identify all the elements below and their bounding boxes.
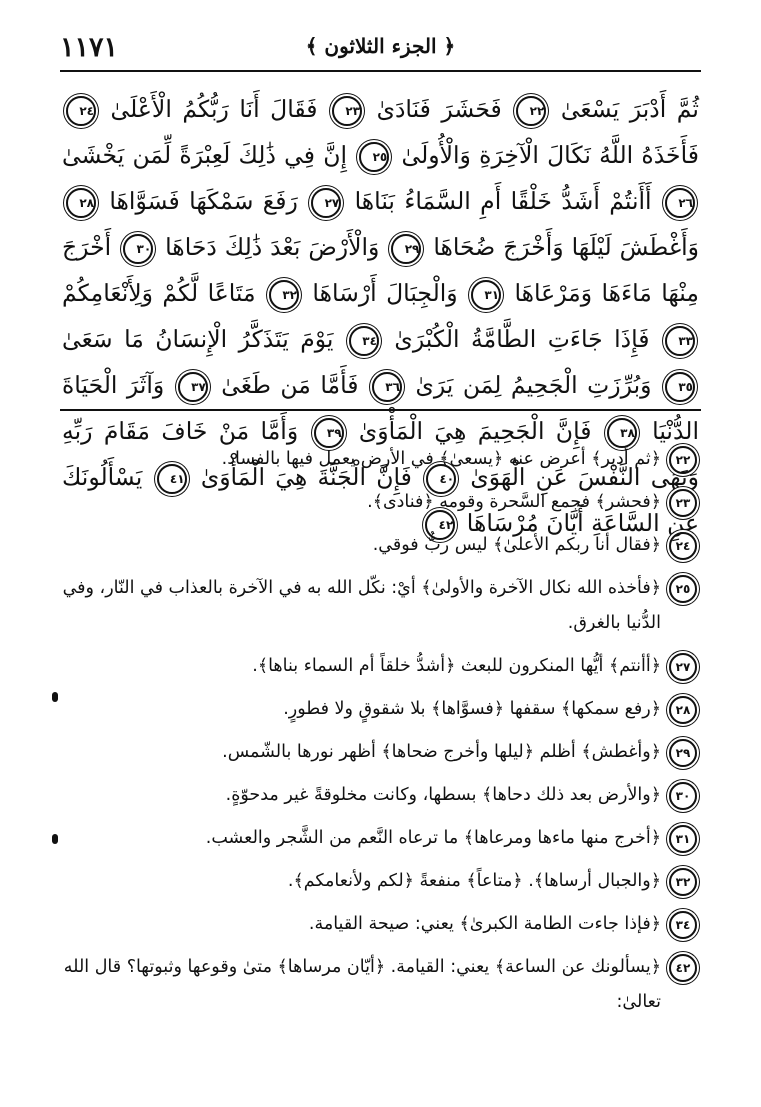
- tafsir-entry: [62, 735, 697, 770]
- verse-number-marker: ٣٩: [314, 418, 344, 448]
- juz-title: ﴿ الجزء الثلاثون ﴾: [305, 34, 456, 58]
- tafsir-entry: [62, 485, 697, 520]
- verse-number-marker: ٣٧: [178, 372, 208, 402]
- verse-number-marker: ٢٢: [516, 96, 546, 126]
- tafsir-entry: [62, 907, 697, 942]
- tafsir-text: ﴿أخرج منها ماءها ومرعاها﴾ ما ترعاه النَّعم من الشَّجر والعشب.: [205, 828, 661, 848]
- verse-number-marker: ٢٧: [311, 188, 341, 218]
- tafsir-entry: [62, 442, 697, 477]
- tafsir-text: ﴿والجبال أرساها﴾. ﴿متاعاً﴾ منفعةً ﴿لكم ولأنعامكم﴾.: [287, 871, 661, 891]
- verse-text: وَأَمَّا مَنْ خَافَ مَقَامَ رَبِّهِ وَنَهَى النَّفْسَ عَنِ الْهَوَىٰ: [62, 417, 699, 491]
- verse-number-marker: ٤٠: [426, 464, 456, 494]
- tafsir-text: ﴿فحشر﴾ فجمع السَّحرة وقومه ﴿فنادى﴾.: [367, 492, 661, 512]
- tafsir-entry: [62, 649, 697, 684]
- tafsir-text: ﴿فأخذه الله نكال الآخرة والأولىٰ﴾ أيْ: نكّل الله به في الآخرة بالعذاب في النّار، وفي الدُّنيا بالغرق.: [62, 578, 661, 633]
- verse-text: مَتَاعًا لَّكُمْ وَلِأَنْعَامِكُمْ: [62, 279, 256, 307]
- tafsir-entry: [62, 950, 697, 1020]
- verse-text: وَآثَرَ الْحَيَاةَ الدُّنْيَا: [62, 371, 699, 445]
- verse-text: فَإِنَّ الْجَنَّةَ هِيَ الْمَأْوَىٰ: [200, 463, 412, 491]
- tafsir-block: [62, 442, 697, 1028]
- tafsir-text: ﴿أأنتم﴾ أيُّها المنكرون للبعث ﴿أشدُّ خلقاً أم السماء بناها﴾.: [252, 656, 661, 676]
- verse-number-marker: ٣١: [471, 280, 501, 310]
- verse-number-marker: ٤٢: [425, 510, 455, 540]
- tafsir-text: ﴿رفع سمكها﴾ سقفها ﴿فسوَّاها﴾ بلا شقوقٍ ولا فطورٍ.: [283, 699, 661, 719]
- tafsir-verse-number: ٢٢: [669, 446, 697, 474]
- tafsir-text: ﴿ثم أدبر﴾ أعرض عنه ﴿يسعىٰ﴾ في الأرض يعمل فيها بالفساد.: [221, 449, 661, 469]
- tafsir-text: ﴿فإذا جاءت الطامة الكبرىٰ﴾ يعني: صيحة القيامة.: [308, 914, 661, 934]
- verse-number-marker: ٤١: [157, 464, 187, 494]
- verse-number-marker: ٣٢: [269, 280, 299, 310]
- tafsir-verse-number: ٣١: [669, 825, 697, 853]
- tafsir-text: ﴿وأغطش﴾ أظلم ﴿ليلها وأخرج ضحاها﴾ أظهر نورها بالشّمس.: [222, 742, 661, 762]
- verse-text: وَأَغْطَشَ لَيْلَهَا وَأَخْرَجَ ضُحَاهَا: [433, 233, 699, 261]
- tafsir-verse-number: ٢٤: [669, 532, 697, 560]
- verse-number-marker: ٢٨: [66, 188, 96, 218]
- tafsir-text: ﴿يسألونك عن الساعة﴾ يعني: القيامة. ﴿أيّان مرساها﴾ متىٰ وقوعها وثبوتها؟ قال الله تعالىٰ:: [63, 957, 661, 1012]
- verse-text: فَإِنَّ الْجَحِيمَ هِيَ الْمَأْوَىٰ: [358, 417, 592, 445]
- tafsir-verse-number: ٢٥: [669, 575, 697, 603]
- verse-text: يَوْمَ يَتَذَكَّرُ الْإِنسَانُ مَا سَعَىٰ: [62, 325, 334, 353]
- verse-number-marker: ٣٦: [372, 372, 402, 402]
- verse-text: فَإِذَا جَاءَتِ الطَّامَّةُ الْكُبْرَىٰ: [394, 325, 650, 353]
- verse-number-marker: ٢٩: [391, 234, 421, 264]
- verse-text: فَأَخَذَهُ اللَّهُ نَكَالَ الْآخِرَةِ وَالْأُولَىٰ: [401, 141, 699, 169]
- verse-number-marker: ٣٣: [665, 326, 695, 356]
- section-divider: [60, 409, 701, 411]
- tafsir-verse-number: ٣٢: [669, 868, 697, 896]
- margin-mark: [52, 692, 58, 702]
- verse-number-marker: ٢٣: [332, 96, 362, 126]
- tafsir-text: ﴿فقال أنا ربكم الأعلىٰ﴾ ليس ربٌّ فوقي.: [372, 535, 661, 555]
- verse-text: فَأَمَّا مَن طَغَىٰ: [221, 371, 359, 399]
- page-number: ١١٧١: [60, 32, 119, 63]
- tafsir-entry: [62, 821, 697, 856]
- verse-text: رَفَعَ سَمْكَهَا فَسَوَّاهَا: [109, 187, 298, 215]
- tafsir-verse-number: ٣٤: [669, 911, 697, 939]
- verse-text: وَالْجِبَالَ أَرْسَاهَا: [312, 279, 458, 307]
- verse-text: وَبُرِّزَتِ الْجَحِيمُ لِمَن يَرَىٰ: [415, 371, 652, 399]
- header-divider: [60, 70, 701, 72]
- page-header: [60, 28, 701, 68]
- verse-number-marker: ٢٤: [66, 96, 96, 126]
- tafsir-entry: [62, 778, 697, 813]
- verse-text: أَأَنتُمْ أَشَدُّ خَلْقًا أَمِ السَّمَاءُ بَنَاهَا: [354, 187, 652, 215]
- tafsir-verse-number: ٢٩: [669, 739, 697, 767]
- verse-number-marker: ٣٨: [607, 418, 637, 448]
- verse-number-marker: ٣٥: [665, 372, 695, 402]
- verse-number-marker: ٢٦: [665, 188, 695, 218]
- tafsir-entry: [62, 864, 697, 899]
- tafsir-entry: [62, 692, 697, 727]
- tafsir-verse-number: ٢٣: [669, 489, 697, 517]
- tafsir-text: ﴿والأرض بعد ذلك دحاها﴾ بسطها، وكانت مخلوقةً غير مدحوّةٍ.: [225, 785, 661, 805]
- tafsir-verse-number: ٤٢: [669, 954, 697, 982]
- verse-text: فَقَالَ أَنَا رَبُّكُمُ الْأَعْلَىٰ: [110, 95, 318, 123]
- tafsir-verse-number: ٣٠: [669, 782, 697, 810]
- tafsir-verse-number: ٢٧: [669, 653, 697, 681]
- tafsir-entry: [62, 571, 697, 641]
- tafsir-verse-number: ٢٨: [669, 696, 697, 724]
- verse-text: ثُمَّ أَدْبَرَ يَسْعَىٰ: [560, 95, 699, 123]
- margin-mark: [52, 834, 58, 844]
- verse-number-marker: ٢٥: [359, 142, 389, 172]
- verse-number-marker: ٣٤: [349, 326, 379, 356]
- verse-text: إِنَّ فِي ذَٰلِكَ لَعِبْرَةً لِّمَن يَخْشَىٰ: [62, 141, 348, 169]
- verse-text: يَسْأَلُونَكَ عَنِ السَّاعَةِ أَيَّانَ مُرْسَاهَا: [62, 463, 699, 537]
- tafsir-entry: [62, 528, 697, 563]
- verse-text: أَخْرَجَ مِنْهَا مَاءَهَا وَمَرْعَاهَا: [62, 233, 699, 307]
- verse-number-marker: ٣٠: [123, 234, 153, 264]
- verse-text: فَحَشَرَ فَنَادَىٰ: [376, 95, 502, 123]
- verse-text: وَالْأَرْضَ بَعْدَ ذَٰلِكَ دَحَاهَا: [165, 233, 380, 261]
